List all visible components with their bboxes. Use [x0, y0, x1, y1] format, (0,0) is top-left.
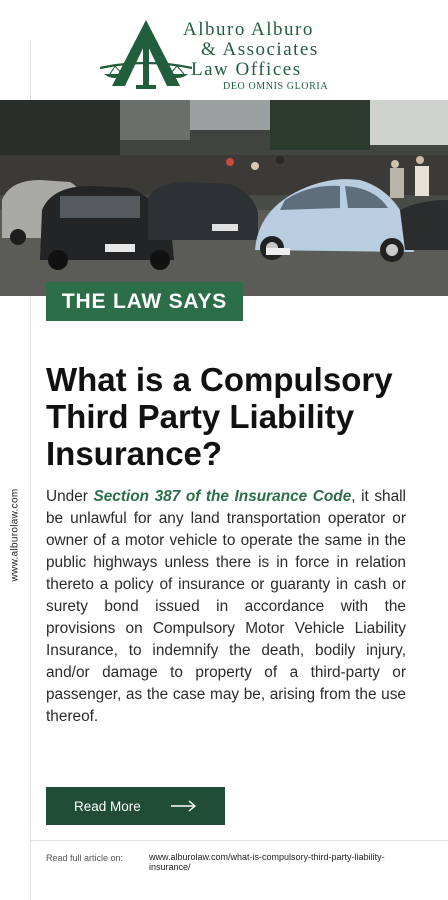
footer-label: Read full article on: — [46, 853, 124, 863]
scales-of-justice-logo-icon — [98, 16, 194, 92]
section-banner: THE LAW SAYS — [46, 282, 243, 321]
street-cars-photo — [0, 100, 448, 296]
read-more-label: Read More — [74, 798, 141, 814]
body-text: , it shall be unlawful for any land transportation operator or owner of a motor vehicle to operate the same in the public highways unless there is in force in relation thereto a policy of insurance or guaranty in cash or surety bond issued in accordance with the provisions on Compulsory Motor Vehicle Liability Insurance, to indemnify the death, bodily injury, and/or damage to property of a third-party or passenger, as the case may be, arising from the use thereof. — [46, 488, 406, 725]
article-body — [46, 486, 406, 728]
arrow-right-icon — [171, 800, 197, 812]
section-reference: Section 387 of the Insurance Code — [93, 488, 352, 505]
side-website: www.alburolaw.com — [9, 488, 21, 582]
read-more-button[interactable] — [46, 787, 225, 825]
article-link[interactable]: www.alburolaw.com/what-is-compulsory-third-party-liability-insurance/ — [149, 852, 385, 872]
page-title: What is a Compulsory Third Party Liability Insurance? — [46, 361, 393, 472]
body-intro: Under — [46, 488, 94, 505]
header — [0, 0, 448, 100]
firm-name-line2: & Associates — [201, 39, 319, 60]
firm-motto: DEO OMNIS GLORIA — [223, 81, 329, 92]
firm-name — [183, 20, 328, 93]
firm-name-line3: Law Offices — [191, 59, 302, 80]
firm-name-line1: Alburo Alburo — [183, 19, 314, 40]
footer-divider — [30, 840, 448, 841]
